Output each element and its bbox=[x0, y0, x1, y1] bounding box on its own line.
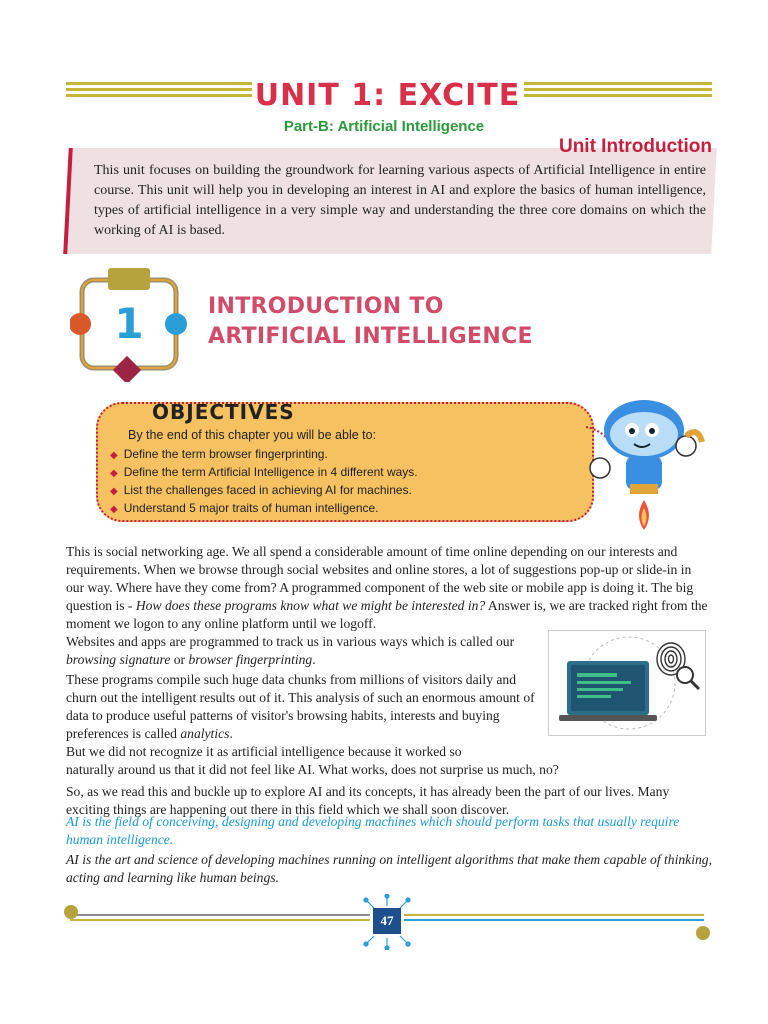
footer-rule-right-2 bbox=[404, 919, 704, 921]
footer-rule-right bbox=[404, 914, 704, 916]
paragraph-4: But we did not recognize it as artificial intelligence because it worked so naturally around us that it did not feel like AI. What works, does not surprise us much, no? bbox=[66, 744, 559, 777]
objective-item: ◆ Define the term browser fingerprinting. bbox=[110, 447, 328, 461]
magnifier-icon bbox=[677, 667, 699, 689]
paragraph-1: This is social networking age. We all spend a considerable amount of time online depending on our interests and requirements. When we browse through social websites and online stores, a lot of suggestions pop-up or slide-in in our way. Where have they come from? A programmed component of the web site or mobile app is doing it. The big question is - How does these programs know what we might be interested in? Answer is, we are tracked right from the moment we logon to any online platform until we logoff. bbox=[66, 544, 708, 631]
diamond-bullet-icon: ◆ bbox=[110, 468, 118, 479]
footer-rule-left bbox=[70, 914, 370, 916]
page-number: 47 bbox=[373, 908, 401, 934]
diamond-bullet-icon: ◆ bbox=[110, 486, 118, 497]
footer-dot-left bbox=[64, 905, 78, 919]
footer-dot-right bbox=[696, 926, 710, 940]
paragraph-2: Websites and apps are programmed to track us in various ways which is called our browsing signature or browser fingerprinting. bbox=[66, 634, 515, 667]
chapter-title-line2: ARTIFICIAL INTELLIGENCE bbox=[208, 324, 533, 349]
header-rule-right bbox=[524, 82, 712, 104]
footer-rule-left-2 bbox=[70, 919, 370, 921]
diamond-bullet-icon: ◆ bbox=[110, 504, 118, 515]
paragraph-3: These programs compile such huge data chunks from millions of visitors daily and churn out the intelligent results out of it. This analysis of such an enormous amount of data to produce useful patterns of visitor's browsing habits, interests and buying preferences is called analytics. bbox=[66, 672, 535, 741]
objective-item: ◆ Understand 5 major traits of human intelligence. bbox=[110, 501, 379, 515]
objectives-intro: By the end of this chapter you will be able to: bbox=[128, 428, 377, 442]
ai-definition-2: AI is the art and science of developing machines running on intelligent algorithms that make them capable of thinking, acting and learning like human beings. bbox=[66, 852, 712, 885]
diamond-bullet-icon: ◆ bbox=[110, 450, 118, 461]
chapter-number-badge bbox=[70, 266, 188, 382]
chapter-title bbox=[208, 292, 533, 352]
chapter-title-line1: INTRODUCTION TO bbox=[208, 294, 444, 319]
unit-title: UNIT 1: EXCITE bbox=[254, 78, 521, 113]
header-rule-left bbox=[66, 82, 252, 104]
objective-item: ◆ Define the term Artificial Intelligence in 4 different ways. bbox=[110, 465, 418, 479]
objectives-list bbox=[110, 446, 418, 518]
chapter-number: 1 bbox=[114, 299, 144, 348]
objective-item: ◆ List the challenges faced in achieving AI for machines. bbox=[110, 483, 412, 497]
part-title: Part-B: Artificial Intelligence bbox=[283, 118, 485, 135]
ai-definition-1: AI is the field of conceiving, designing and developing machines which should perform tasks that usually require human intelligence. bbox=[66, 814, 680, 847]
fingerprint-laptop-illustration bbox=[548, 630, 706, 736]
paragraph-5: So, as we read this and buckle up to explore AI and its concepts, it has already been the part of our lives. Many exciting things are happening out there in this field which we shall soon discover. bbox=[66, 784, 670, 817]
objectives-title: OBJECTIVES bbox=[152, 400, 295, 424]
robot-mascot-icon bbox=[586, 396, 712, 536]
intro-text: This unit focuses on building the groundwork for learning various aspects of Artificial Intelligence in entire course. This unit will help you in developing an interest in AI and explore the basics of human intelligence, types of artificial intelligence in a very simple way and understanding the three core domains on which the working of AI is based. bbox=[94, 163, 706, 238]
unit-intro-label: Unit Introduction bbox=[558, 136, 712, 157]
